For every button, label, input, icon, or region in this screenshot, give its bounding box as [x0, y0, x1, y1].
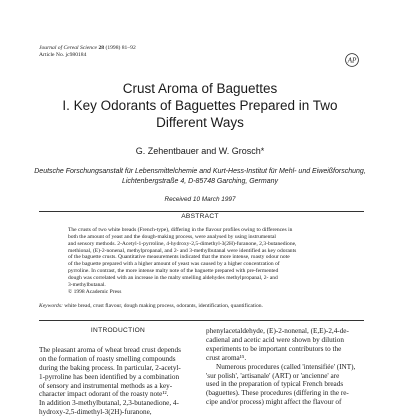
title-line-1: Crust Aroma of Baguettes: [122, 81, 278, 96]
abstract-line: The crusts of two white breads (French-type), differing in the flavour profiles owing to differences in: [68, 227, 293, 233]
received-date: Received 10 March 1997: [164, 196, 236, 203]
affiliation-line-1: Deutsche Forschungsanstalt für Lebensmittelchemie and Kurt-Hess-Institut für Mehl- und Eiweißforschung,: [34, 168, 366, 175]
body-line: 1-pyrroline has been identified by a combination: [39, 372, 180, 381]
article-number: Article No. jc980184: [39, 52, 87, 58]
body-line: In addition 3-methylbutanal, 2,3-butanedione, 4-: [39, 399, 179, 408]
body-line: on the formation of roasty smelling compounds: [39, 354, 176, 363]
keywords-text: white bread, crust flavour, dough making process, odorants, identification, quantification.: [62, 303, 263, 309]
right-column: [206, 327, 364, 407]
body-line: phenylacetaldehyde, (E)-2-nonenal, (E,E)-2,4-de-: [206, 327, 349, 335]
introduction-column: [39, 327, 197, 417]
svg-text:AP: AP: [347, 56, 357, 65]
journal-year-pages: (1998) 81–92: [105, 45, 136, 51]
body-line: experiments to be important contributors to the: [206, 344, 342, 353]
abstract-line: of the baguette prepared with a higher amount of yeast was caused by a higher concentration of: [68, 261, 280, 268]
journal-citation: [39, 45, 136, 59]
copyright: © 1998 Academic Press: [68, 288, 122, 295]
title-line-3: Different Ways: [156, 115, 244, 130]
abstract-body: [68, 227, 360, 295]
body-line: hydroxy-2,5-dimethyl-3(2H)-furanone,: [39, 408, 152, 417]
body-line: used in the preparation of typical French breads: [206, 380, 344, 389]
abstract-top-rule: [39, 211, 364, 212]
body-line: 'sur polish', 'artisanale' (ART) or 'ancienne' are: [206, 371, 340, 380]
journal-name: Journal of Cereal Science: [39, 45, 98, 51]
introduction-heading: INTRODUCTION: [90, 327, 146, 334]
title-line-2: I. Key Odorants of Baguettes Prepared in Two: [62, 98, 338, 113]
publisher-logo: [345, 53, 359, 67]
body-line: crust aroma¹⁵.: [206, 353, 247, 362]
body-line: of sensory and instrumental methods as a key-: [39, 381, 173, 390]
body-line: The pleasant aroma of wheat bread crust depends: [39, 345, 181, 354]
body-line: character impact odorant of the roasty note¹².: [39, 390, 169, 399]
authors: G. Zehentbauer and W. Grosch*: [135, 146, 265, 156]
body-line: during the baking process. In particular, 2-acetyl-: [39, 363, 181, 372]
keywords: [39, 303, 263, 309]
journal-volume: 28: [98, 45, 105, 51]
affiliation-line-2: Lichtenbergstraße 4, D-85748 Garching, Germany: [121, 178, 279, 185]
body-line: cipe and/or process) might affect the flavour of: [206, 398, 342, 407]
abstract-line: methional, (E)-2-nonenal, methylpropanal, and 2- and 3-methylbutanal were identified as key odorants: [68, 247, 297, 254]
abstract-line: dough was correlated with an increase in the malty smelling aldehydes methylpropanal, 2- and: [68, 274, 278, 281]
body-line: (baguettes). These procedures (differing in the re-: [206, 389, 349, 398]
abstract-line: and sensory methods. 2-Acetyl-1-pyrroline, 4-hydroxy-2,5-dimethyl-3(2H)-furanone, 2,3-butanedione,: [68, 240, 297, 247]
body-line: Numerous procedures (called 'intensifiée' (INT),: [216, 362, 356, 371]
abstract-heading: ABSTRACT: [181, 213, 219, 220]
abstract-line: pyrroline. In contrast, the more intense malty note of the baguette prepared with pre-fermented: [68, 268, 279, 275]
body-line: cadienal and acetic acid were shown by dilution: [206, 335, 344, 344]
abstract-line: both the amount of yeast and the dough-making process, were analysed by using instrumental: [68, 233, 276, 240]
abstract-line: 3-methylbutanal.: [68, 281, 106, 288]
abstract-bottom-rule: [39, 320, 364, 321]
abstract-line: of the baguette crusts. Quantitative measurements indicated that the more intense, roasty odour note: [68, 254, 290, 261]
keywords-label: Keywords:: [39, 303, 63, 309]
